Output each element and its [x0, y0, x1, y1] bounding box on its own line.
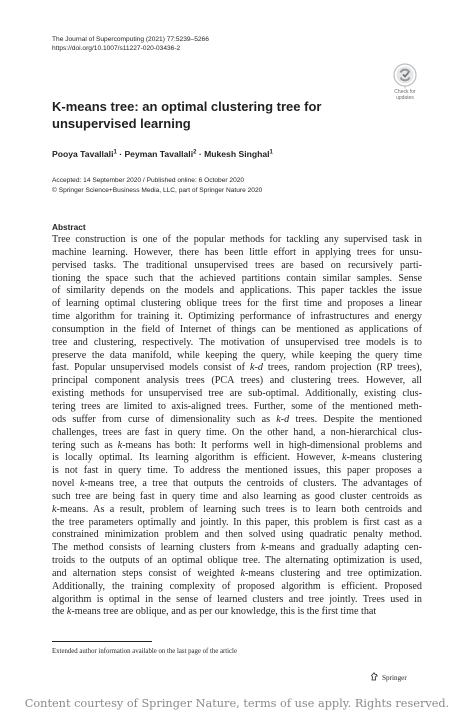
abstract-line: troids to the outputs of an optimal oblique tree. The alternating optimization is used, [52, 555, 422, 567]
publisher-name: Springer [382, 674, 407, 682]
publication-info [52, 176, 422, 195]
author-separator: · [116, 149, 125, 159]
publisher-mark [370, 672, 407, 682]
courtesy-notice: Content courtesy of Springer Nature, terms of use apply. Rights reserved. [24, 697, 450, 710]
abstract-line: principal component analysis trees (PCA trees) and clustering trees. However, all [52, 375, 422, 387]
footnote: Extended author information available on the last page of the article [52, 648, 237, 655]
article-title: K-means tree: an optimal clustering tree for unsupervised learning [52, 99, 322, 131]
author-affiliation: 1 [113, 149, 117, 156]
author-name[interactable]: Pooya Tavallali [52, 149, 114, 159]
abstract-line: tering such as k-means has both: It performs well in high-dimensional problems and [52, 439, 422, 451]
publication-dates: Accepted: 14 September 2020 / Published online: 6 October 2020 [52, 177, 245, 184]
abstract-line: and alternation steps consist of weighted k-means clustering and tree optimization. [52, 567, 422, 579]
abstract-line: of learning optimal clustering oblique trees for the first time and proposes a linear [52, 298, 422, 310]
author-name[interactable]: Peyman Tavallali [124, 149, 194, 159]
abstract-line: tioning the space such that the achieved partitions contain similar samples. Sense [52, 272, 422, 284]
abstract-line: existing methods for unsupervised tree are sub-optimal. Additionally, existing clus- [52, 388, 422, 400]
abstract-line: is not fast in query time. To address the mentioned issues, this paper proposes a [52, 465, 422, 477]
springer-horse-icon [370, 672, 379, 681]
abstract-line: novel k-means tree, a tree that outputs the centroids of clusters. The advantages of [52, 478, 422, 490]
author-name[interactable]: Mukesh Singhal [204, 149, 270, 159]
author-affiliation: 2 [193, 149, 197, 156]
abstract-line: tree and clustering, respectively. The motivation of unsupervised tree models is to [52, 336, 422, 348]
copyright-line: © Springer Science+Business Media, LLC, part of Springer Nature 2020 [52, 186, 263, 194]
abstract-line: the k-means tree are oblique, and as per our knowledge, this is the first time that [52, 606, 377, 618]
journal-header [52, 35, 392, 53]
check-for-updates-button[interactable] [388, 63, 422, 105]
abstract-line: Tree construction is one of the popular methods for tackling any supervised task in [52, 234, 422, 245]
abstract-line: algorithm is optimal in the sense of learned clusters and tree jointly. Trees used in [52, 593, 422, 605]
doi-link[interactable]: https://doi.org/10.1007/s11227-020-03436-2 [52, 45, 181, 53]
abstract-line: tering trees are limited to axis-aligned trees. Further, some of the mentioned meth- [52, 400, 422, 412]
footnote-divider [52, 641, 152, 642]
abstract-line: Additionally, the training complexity of proposed algorithm is efficient. Proposed [52, 580, 422, 592]
abstract-line: constrained minimization problem and then solved using quadratic penalty method. [52, 529, 422, 541]
abstract-line: The method consists of learning clusters from k-means and gradually adapting cen- [52, 542, 422, 554]
check-for-updates-icon [393, 63, 417, 89]
author-separator: · [196, 149, 205, 159]
abstract-line: pervised tasks. The traditional unsupervised trees are based on recursively parti- [52, 259, 422, 271]
author-list [52, 149, 422, 160]
abstract-line: time algorithm for training it. Optimizing performance of infrastructures and energy [52, 311, 422, 323]
abstract-heading: Abstract [52, 222, 86, 232]
abstract-line: is locally optimal. Its learning algorithm is efficient. However, k-means clustering [52, 452, 423, 464]
abstract-line: machine learning. However, there has been little effort in applying trees for unsu- [52, 246, 422, 258]
abstract-line: k-means. As a result, problem of learning such trees is to learn both centroids and [52, 503, 422, 515]
check-for-updates-label: Check for updates [394, 89, 416, 101]
abstract-line: the tree parameters optimally and jointly. In this paper, this problem is first cast as a [52, 516, 422, 528]
abstract-line: of similarity depends on the models and applications. This paper tackles the issue [52, 285, 422, 297]
abstract-line: consumption in the field of Internet of things can be mentioned as applications of [52, 323, 422, 335]
abstract-line: ods suffer from curse of dimensionality such as k-d trees. Despite the mentioned [52, 413, 422, 425]
abstract-line: preserve the data manifold, while keeping the query, while keeping the query time [52, 349, 422, 361]
abstract-line: fast. Popular unsupervised models consist of k-d trees, random projection (RP trees), [52, 362, 422, 374]
abstract-text [52, 234, 422, 619]
journal-citation: The Journal of Supercomputing (2021) 77:5239–5266 [52, 36, 209, 43]
abstract-line: such tree are being fast in query time and also learning as good cluster centroids as [52, 490, 422, 502]
abstract-line: challenges, trees are fast in query time. On the other hand, a non-hierarchical clus- [52, 426, 422, 438]
author-affiliation: 1 [269, 149, 273, 156]
